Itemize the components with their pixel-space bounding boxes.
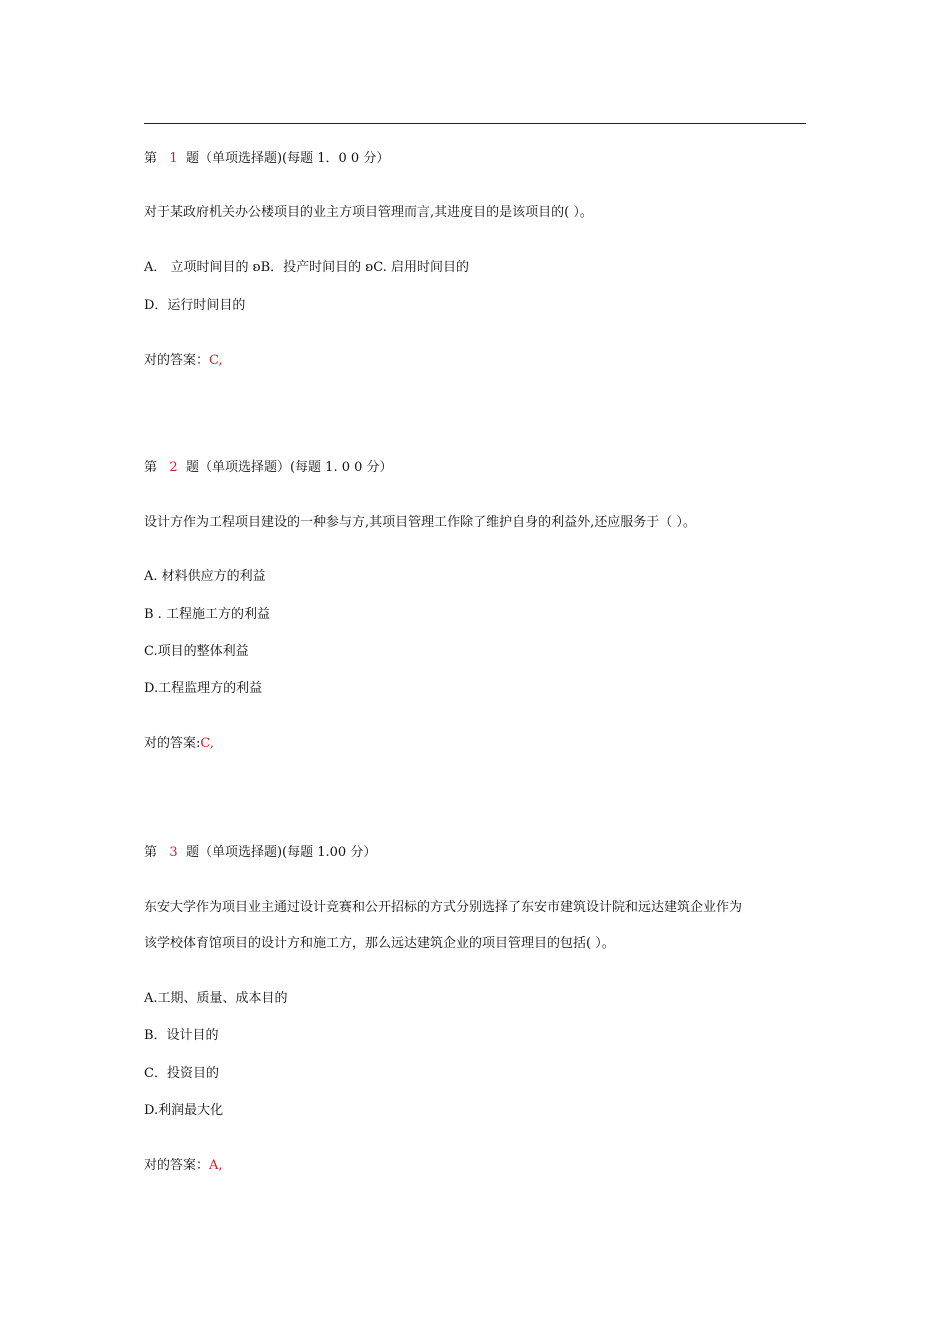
question-3-option: D.利润最大化 [144,1103,224,1118]
question-2-header [144,460,393,476]
question-3-answer [144,1158,223,1174]
question-type: 题（单项选择题)(每题 1.00 分） [185,845,377,860]
answer-value: A, [209,1158,223,1173]
question-type: 题（单项选择题)(每题 1．0 0 分） [185,151,390,166]
question-3-stem: 该学校体育馆项目的设计方和施工方，那么远达建筑企业的项目管理目的包括( ）。 [144,936,615,951]
answer-value: C, [209,353,223,368]
question-2-option: C.项目的整体利益 [144,644,249,659]
question-number: 1 [169,151,178,166]
question-1-option: D．运行时间目的 [144,298,246,313]
question-3-stem: 东安大学作为项目业主通过设计竞赛和公开招标的方式分别选择了东安市建筑设计院和远达建筑企业作为 [144,900,743,915]
question-3-header [144,845,376,861]
question-number: 2 [169,460,178,475]
question-3-option: C．投资目的 [144,1066,219,1081]
answer-value: C, [200,736,215,751]
question-1-option: A． 立项时间目的 ʚB．投产时间目的 ʚC. 启用时间目的 [144,260,470,275]
question-3-option: B．设计目的 [144,1028,219,1043]
question-2-stem: 设计方作为工程项目建设的一种参与方,其项目管理工作除了维护自身的利益外,还应服务于（ ）。 [144,515,696,530]
question-3-option: A.工期、质量、成本目的 [144,991,288,1006]
question-1-answer [144,353,223,369]
answer-label: 对的答案： [144,1158,210,1173]
question-1-header [144,151,389,167]
header-rule [144,123,806,124]
question-number: 3 [169,845,178,860]
answer-label: 对的答案： [144,353,210,368]
question-2-answer [144,736,214,752]
question-type: 题（单项选择题）(每题 1. 0 0 分） [185,460,393,475]
question-2-option: B . 工程施工方的利益 [144,607,270,622]
question-2-option: D.工程监理方的利益 [144,681,263,696]
answer-label: 对的答案: [144,736,201,751]
question-prefix: 第 [144,845,158,860]
question-2-option: A. 材料供应方的利益 [144,569,266,584]
question-prefix: 第 [144,460,158,475]
question-prefix: 第 [144,151,158,166]
question-1-stem: 对于某政府机关办公楼项目的业主方项目管理而言,其进度目的是该项目的( ）。 [144,205,593,220]
